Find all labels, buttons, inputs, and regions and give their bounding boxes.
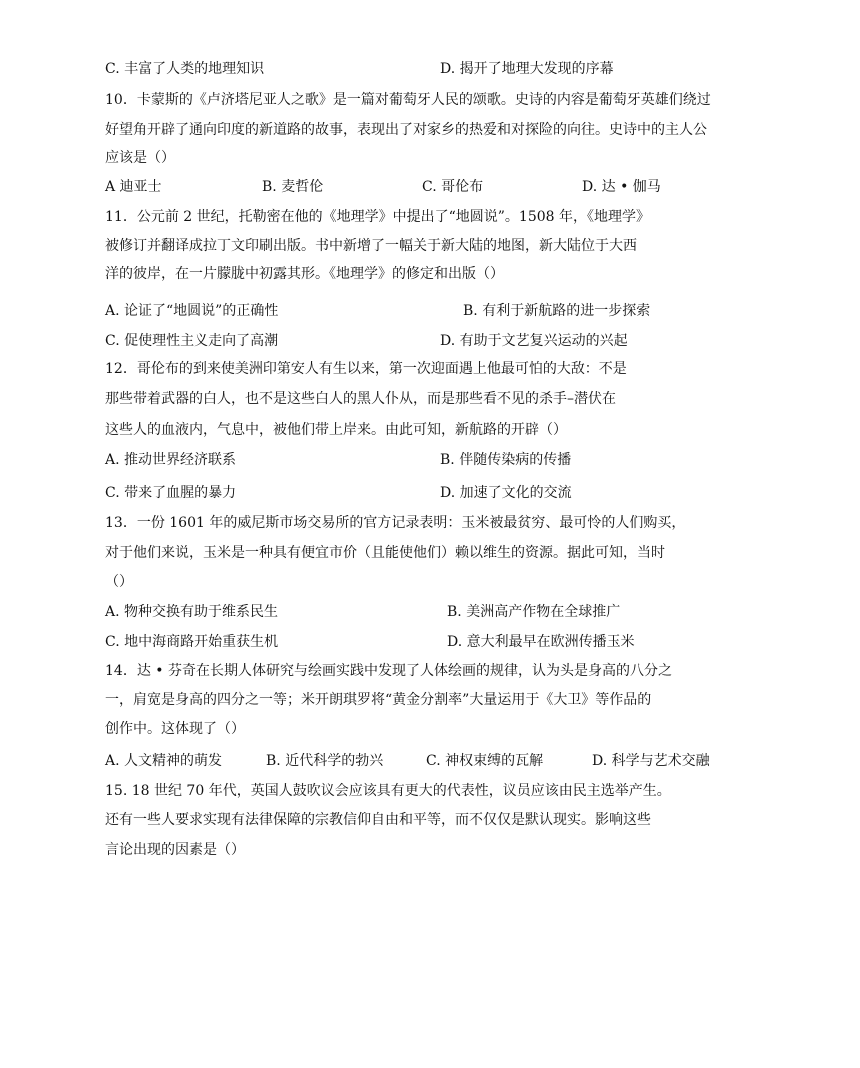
q12-option-d: D. 加速了文化的交流 <box>440 485 572 501</box>
q13-option-b: B. 美洲高产作物在全球推广 <box>447 604 621 620</box>
q12-stem-line-3: 这些人的血液内，气息中，被他们带上岸来。由此可知，新航路的开辟（） <box>105 422 567 438</box>
q14-stem-line-2: 一，肩宽是身高的四分之一等；米开朗琪罗将“黄金分割率”大量运用于《大卫》等作品的 <box>105 692 652 708</box>
q12-option-b: B. 伴随传染病的传播 <box>440 452 572 468</box>
q11-stem-line-3: 洋的彼岸，在一片朦胧中初露其形。《地理学》的修定和出版（） <box>105 266 504 282</box>
q10-option-a: A 迪亚士 <box>105 179 162 195</box>
q13-option-c: C. 地中海商路开始重获生机 <box>105 634 279 650</box>
q13-stem-line-1: 13．一份 1601 年的威尼斯市场交易所的官方记录表明：玉米被最贫穷、最可怜的人们购买， <box>105 515 686 531</box>
q13-option-d: D. 意大利最早在欧洲传播玉米 <box>447 634 635 650</box>
q14-option-d: D. 科学与艺术交融 <box>592 753 710 769</box>
q15-stem-line-1: 15. 18 世纪 70 年代，英国人鼓吹议会应该具有更大的代表性，议员应该由民主选举产生。 <box>105 783 671 799</box>
q15-stem-line-3: 言论出现的因素是（） <box>105 842 245 858</box>
q14-option-c: C. 神权束缚的瓦解 <box>426 753 544 769</box>
q12-option-c: C. 带来了血腥的暴力 <box>105 485 237 501</box>
q9-option-d: D. 揭开了地理大发现的序幕 <box>440 61 614 77</box>
q15-stem-line-2: 还有一些人要求实现有法律保障的宗教信仰自由和平等，而不仅仅是默认现实。影响这些 <box>105 812 651 828</box>
q10-option-c: C. 哥伦布 <box>422 179 484 195</box>
q12-stem-line-1: 12．哥伦布的到来使美洲印第安人有生以来，第一次迎面遇上他最可怕的大敌：不是 <box>105 361 627 377</box>
q13-option-a: A. 物种交换有助于维系民生 <box>105 604 279 620</box>
q11-stem-line-1: 11．公元前 2 世纪，托勒密在他的《地理学》中提出了“地圆说”。1508 年，《地理学》 <box>105 209 651 225</box>
q12-stem-line-2: 那些带着武器的白人，也不是这些白人的黑人仆从，而是那些看不见的杀手–潜伏在 <box>105 391 616 407</box>
q11-option-a: A. 论证了“地圆说”的正确性 <box>105 303 279 319</box>
q14-stem-line-3: 创作中。这体现了（） <box>105 721 245 737</box>
q13-stem-line-3: （） <box>105 574 133 590</box>
q11-stem-line-2: 被修订并翻译成拉丁文印刷出版。书中新增了一幅关于新大陆的地图，新大陆位于大西 <box>105 238 637 254</box>
q14-stem-line-1: 14．达 • 芬奇在长期人体研究与绘画实践中发现了人体绘画的规律，认为头是身高的八分之 <box>105 663 672 679</box>
q14-option-a: A. 人文精神的萌发 <box>105 753 223 769</box>
q14-option-b: B. 近代科学的勃兴 <box>266 753 384 769</box>
q12-option-a: A. 推动世界经济联系 <box>105 452 237 468</box>
q10-stem-line-3: 应该是（） <box>105 150 175 166</box>
q10-option-d: D. 达 • 伽马 <box>582 179 661 195</box>
q10-option-b: B. 麦哲伦 <box>262 179 324 195</box>
q9-option-c: C. 丰富了人类的地理知识 <box>105 61 265 77</box>
q11-option-b: B. 有利于新航路的进一步探索 <box>463 303 651 319</box>
q10-stem-line-1: 10．卡蒙斯的《卢济塔尼亚人之歌》是一篇对葡萄牙人民的颂歌。史诗的内容是葡萄牙英雄们绕过 <box>105 92 711 108</box>
q10-stem-line-2: 好望角开辟了通向印度的新道路的故事，表现出了对家乡的热爱和对探险的向往。史诗中的主人公 <box>105 122 707 138</box>
q13-stem-line-2: 对于他们来说，玉米是一种具有便宜市价（且能使他们）赖以维生的资源。据此可知，当时 <box>105 545 665 561</box>
q11-option-c: C. 促使理性主义走向了高潮 <box>105 333 279 349</box>
q11-option-d: D. 有助于文艺复兴运动的兴起 <box>440 333 628 349</box>
